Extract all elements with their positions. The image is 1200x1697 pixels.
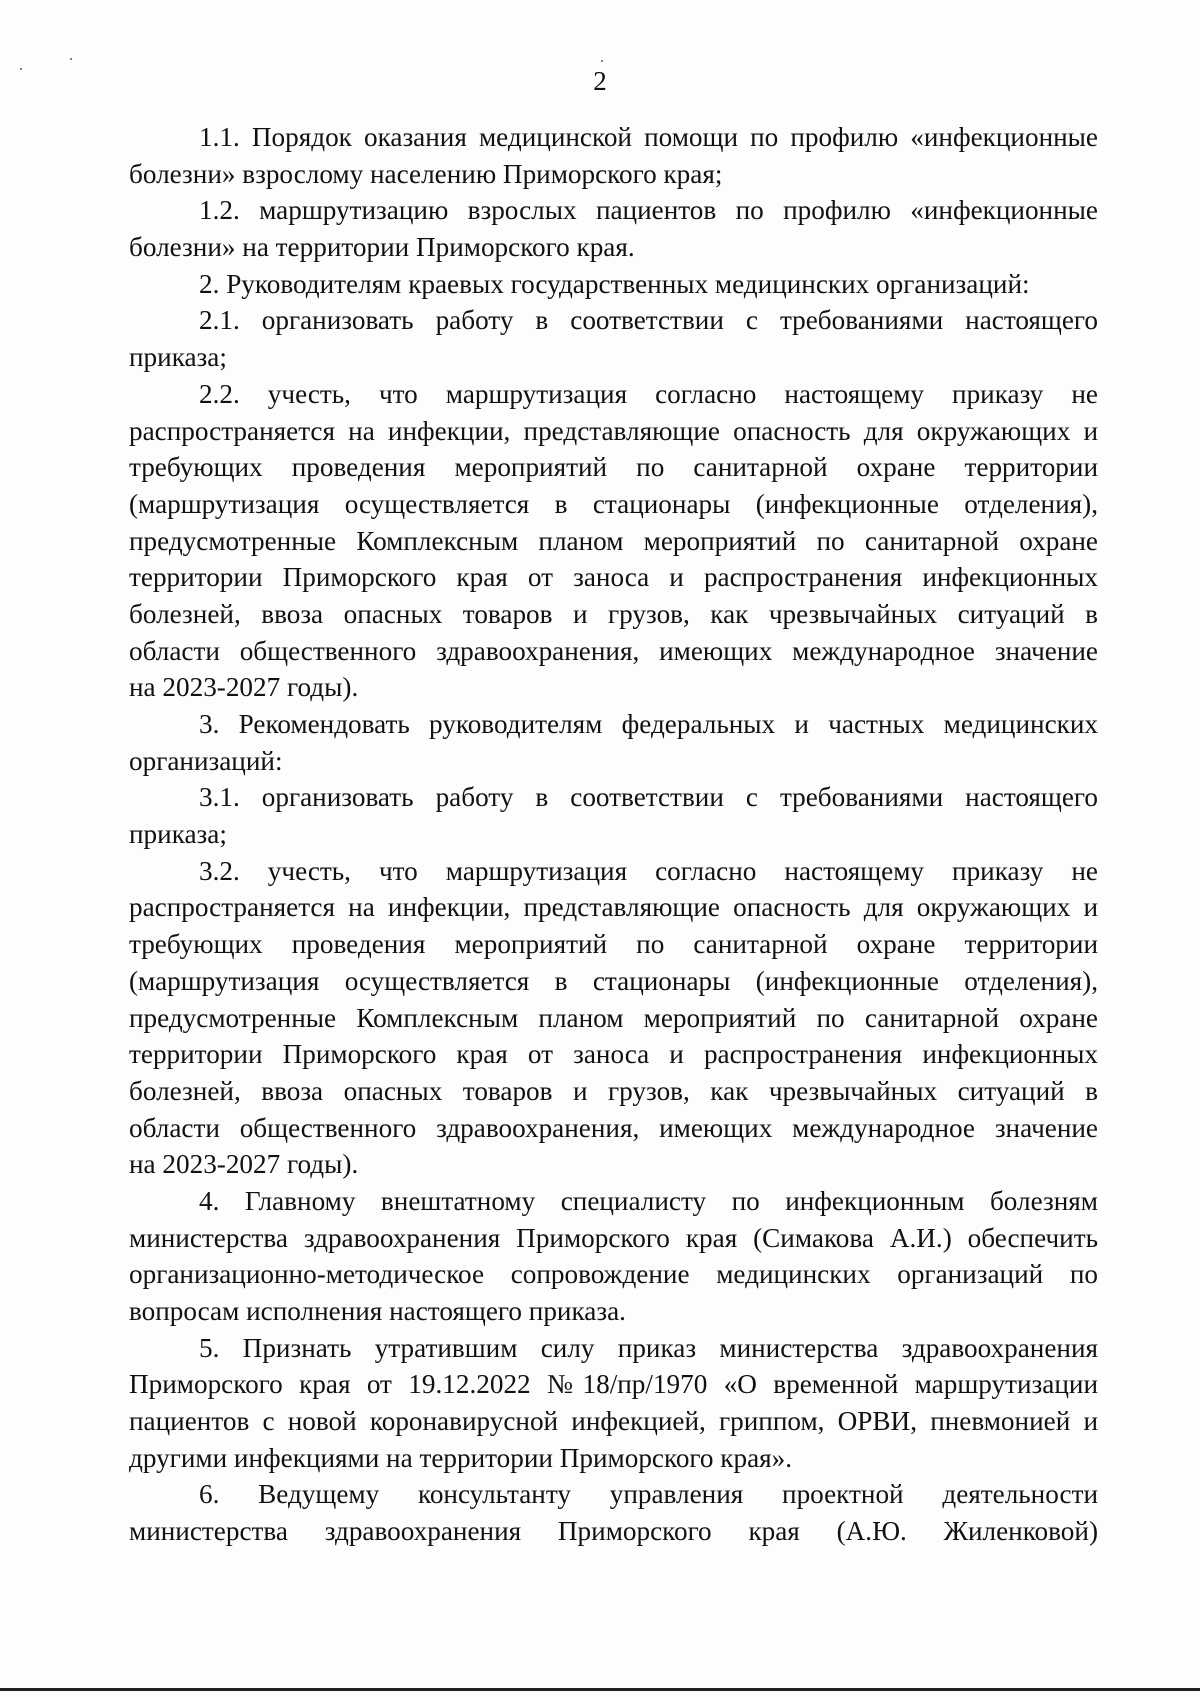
text-line: организаций: bbox=[129, 745, 283, 776]
text-line: области общественного здравоохранения, имеющих международное значение bbox=[129, 635, 1098, 666]
text-line: 1.1. Порядок оказания медицинской помощи по профилю «инфекционные bbox=[199, 122, 1098, 152]
text-line: пациентов с новой коронавирусной инфекцией, гриппом, ОРВИ, пневмонией и bbox=[129, 1406, 1098, 1437]
text-line: 4. Главному внештатному специалисту по инфекционным болезням bbox=[199, 1185, 1098, 1216]
text-line: на 2023-2027 годы). bbox=[129, 1149, 359, 1180]
text-line: области общественного здравоохранения, имеющих международное значение bbox=[129, 1112, 1098, 1143]
text-line: предусмотренные Комплексным планом мероприятий по санитарной охране bbox=[129, 525, 1098, 556]
text-line: болезней, ввоза опасных товаров и грузов, как чрезвычайных ситуаций в bbox=[129, 598, 1098, 629]
text-line: 3. Рекомендовать руководителям федеральных и частных медицинских bbox=[199, 709, 1098, 739]
text-line: министерства здравоохранения Приморского края (А.Ю. Жиленковой) bbox=[129, 1516, 1098, 1547]
text-line: территории Приморского края от заноса и распространения инфекционных bbox=[129, 1039, 1098, 1070]
scan-bottom-edge bbox=[0, 1688, 1200, 1691]
text-line: приказа; bbox=[129, 342, 227, 373]
scan-speck bbox=[601, 60, 603, 62]
text-line: 1.2. маршрутизацию взрослых пациентов по профилю «инфекционные bbox=[199, 195, 1098, 226]
scan-speck bbox=[70, 58, 72, 60]
text-line: Приморского края от 19.12.2022 №18/пр/1970 «О временной маршрутизации bbox=[129, 1369, 1098, 1400]
text-line: требующих проведения мероприятий по санитарной охране территории bbox=[129, 452, 1098, 483]
text-line: распространяется на инфекции, представляющие опасность для окружающих и bbox=[129, 415, 1098, 446]
document-body bbox=[129, 119, 1098, 1550]
text-line: 3.2. учесть, что маршрутизация согласно настоящему приказу не bbox=[199, 855, 1098, 886]
text-line: болезни» на территории Приморского края. bbox=[129, 232, 635, 263]
text-line: 3.1. организовать работу в соответствии с требованиями настоящего bbox=[199, 782, 1098, 813]
text-line: вопросам исполнения настоящего приказа. bbox=[129, 1296, 626, 1326]
text-line: на 2023-2027 годы). bbox=[129, 672, 359, 703]
text-line: 5. Признать утратившим силу приказ министерства здравоохранения bbox=[199, 1332, 1098, 1363]
text-line: болезни» взрослому населению Приморского края; bbox=[129, 158, 723, 189]
text-line: (маршрутизация осуществляется в стационары (инфекционные отделения), bbox=[129, 965, 1098, 996]
text-line: требующих проведения мероприятий по санитарной охране территории bbox=[129, 929, 1098, 960]
text-line: территории Приморского края от заноса и распространения инфекционных bbox=[129, 562, 1098, 593]
text-line: 2. Руководителям краевых государственных медицинских организаций: bbox=[199, 268, 1030, 299]
text-line: 2.2. учесть, что маршрутизация согласно настоящему приказу не bbox=[199, 378, 1098, 409]
text-line: болезней, ввоза опасных товаров и грузов, как чрезвычайных ситуаций в bbox=[129, 1075, 1098, 1106]
text-line: другими инфекциями на территории Приморского края». bbox=[129, 1442, 793, 1473]
text-line: организационно-методическое сопровождение медицинских организаций по bbox=[129, 1259, 1098, 1290]
text-line: 6. Ведущему консультанту управления проектной деятельности bbox=[199, 1479, 1098, 1510]
text-line: (маршрутизация осуществляется в стационары (инфекционные отделения), bbox=[129, 488, 1098, 519]
text-line: 2.1. организовать работу в соответствии с требованиями настоящего bbox=[199, 305, 1098, 336]
text-line: предусмотренные Комплексным планом мероприятий по санитарной охране bbox=[129, 1002, 1098, 1033]
text-line: министерства здравоохранения Приморского края (Симакова А.И.) обеспечить bbox=[129, 1222, 1098, 1253]
text-line: приказа; bbox=[129, 819, 227, 850]
page-number: 2 bbox=[593, 66, 607, 96]
text-line: распространяется на инфекции, представляющие опасность для окружающих и bbox=[129, 892, 1098, 923]
